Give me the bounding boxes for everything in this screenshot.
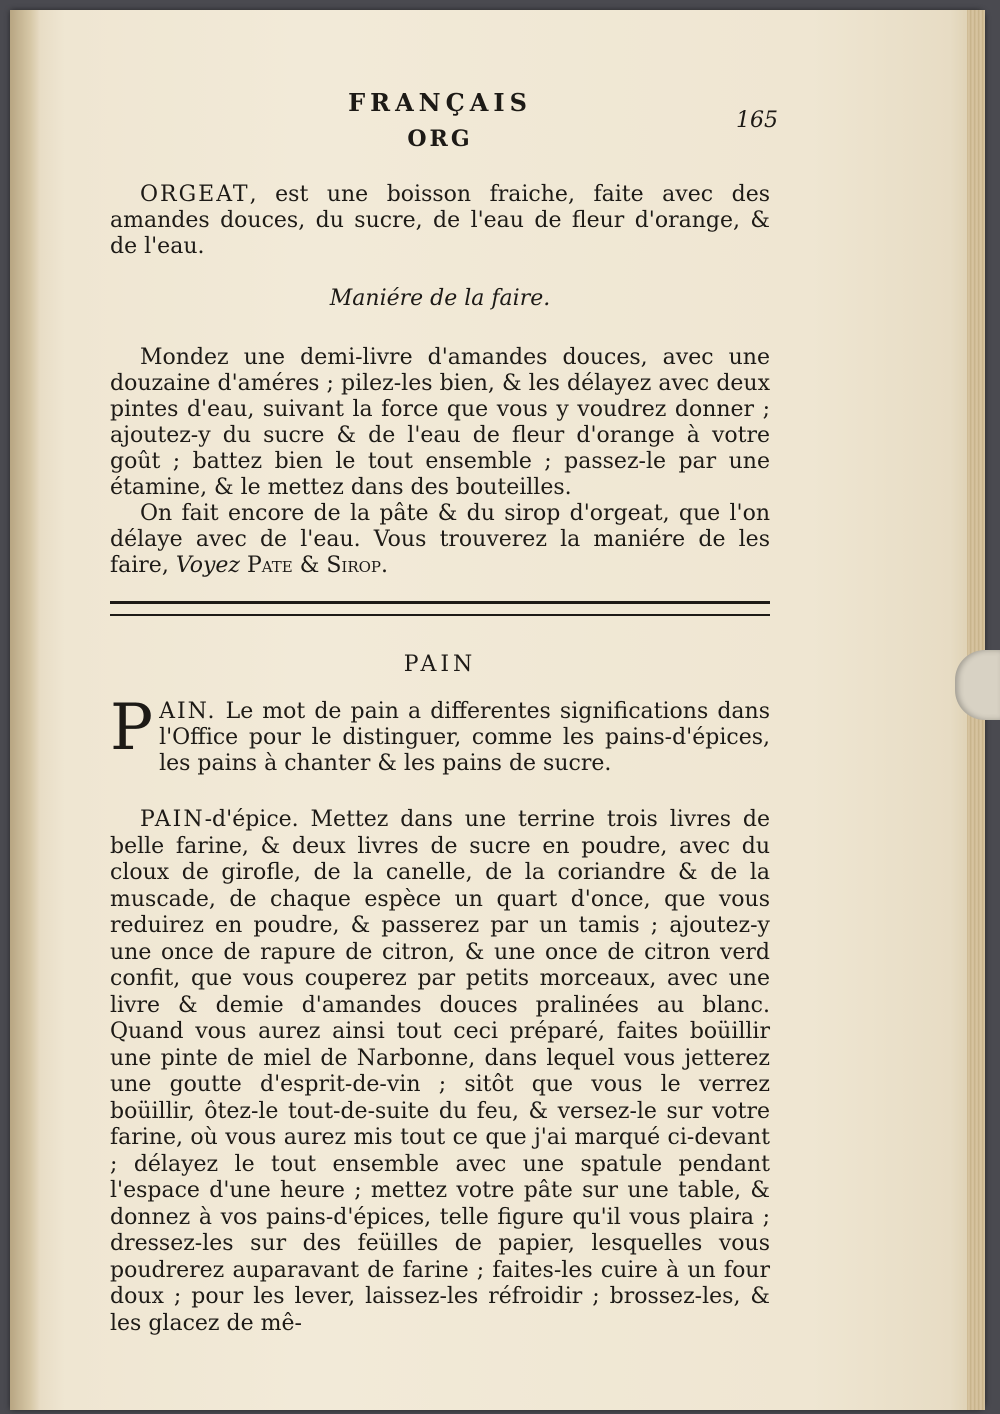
pain-lead: AIN. xyxy=(159,699,217,724)
sirop-text: On fait encore de la pâte & du sirop d'orgeat, que l'on délaye avec de l'eau. Vous trouverez la maniére de les faire, xyxy=(110,501,770,578)
pain-epice-lead: PAIN xyxy=(140,807,205,832)
orgeat-lead: ORGEAT xyxy=(140,182,250,207)
maniere-paragraph: Mondez une demi-livre d'amandes douces, avec une douzaine d'améres ; pilez-les bien, & les délayez avec deux pintes d'eau, suivant la force que vous y voudrez donner ; ajoutez-y du sucre & de l'eau de fleur d'orange à votre goût ; battez bien le tout ensemble ; passez-le par une étamine, & le mettez dans des bouteilles. xyxy=(110,345,770,500)
pain-epice-paragraph xyxy=(110,807,770,1337)
pain-text: Le mot de pain a differentes significations dans l'Office pour le distinguer, comme les pains-d'épices, les pains à chanter & les pains de sucre. xyxy=(159,699,770,776)
page-gutter xyxy=(10,10,40,1410)
pain-epice-text: -d'épice. Mettez dans une terrine trois livres de belle farine, & deux livres de sucre en poudre, avec du cloux de girofle, de la canelle, de la coriandre & de la muscade, de chaque espèce un quart d'once, que vous reduirez en poudre, & passerez par un tamis ; ajoutez-y une once de rapure de citron, & une once de citron verd confit, que vous couperez par petits morceaux, avec une livre & demie d'amandes douces pralinées au blanc. Quand vous aurez ainsi tout ceci préparé, faites boüillir une pinte de miel de Narbonne, dans lequel vous jetterez une goutte d'esprit-de-vin ; sitôt que vous le verrez boüillir, ôtez-le tout-de-suite du feu, & versez-le sur votre farine, où vous aurez mis tout ce que j'ai marqué ci-devant ; délayez le tout ensemble avec une spatule pendant l'espace d'une heure ; mettez votre pâte sur une table, & donnez à vos pains-d'épices, telle figure qu'il vous plaira ; dressez-les sur des feüilles de papier, lesquelles vous poudrerez auparavant de farine ; faites-les cuire à un four doux ; pour les lever, laissez-les réfroidir ; brossez-les, & les glacez de mê- xyxy=(110,807,770,1336)
orgeat-paragraph xyxy=(110,182,770,260)
page-text xyxy=(110,88,778,1337)
running-title: FRANÇAIS xyxy=(348,88,532,117)
maniere-heading: Maniére de la faire. xyxy=(329,286,551,311)
drop-cap: P xyxy=(110,691,154,765)
pain-paragraph xyxy=(110,691,770,777)
section-subtitle: ORG xyxy=(407,126,473,152)
voyez-label: Voyez xyxy=(175,553,240,578)
section-divider xyxy=(110,601,770,616)
sirop-paragraph xyxy=(110,501,770,579)
page-header xyxy=(110,88,778,160)
page-number: 165 xyxy=(736,108,778,133)
orgeat-text: , est une boisson fraiche, faite avec des amandes douces, du sucre, de l'eau de fleur d'orange, & de l'eau. xyxy=(110,182,770,259)
pain-title: PAIN xyxy=(403,652,477,677)
clip-tab xyxy=(955,650,1000,720)
cross-reference: Pate & Sirop. xyxy=(246,553,388,578)
